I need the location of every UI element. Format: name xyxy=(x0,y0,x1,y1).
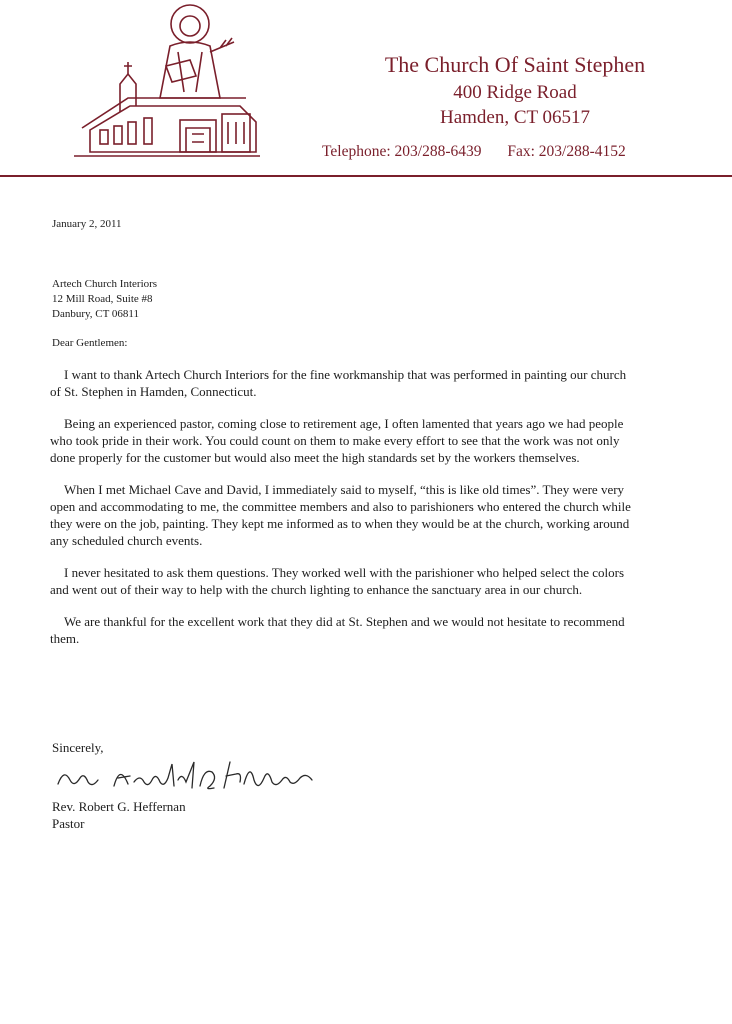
city-state-zip: Hamden, CT 06517 xyxy=(439,107,591,128)
telephone: Telephone: 203/288-6439 xyxy=(322,143,482,160)
recipient-address xyxy=(52,277,157,322)
signer-title: Pastor xyxy=(52,816,85,831)
body-paragraph: We are thankful for the excellent work that they did at St. Stephen and we would not hesitate to recommend them. xyxy=(50,614,625,646)
signer-block xyxy=(52,798,186,832)
letter-date: January 2, 2011 xyxy=(52,218,122,230)
body-paragraph: I never hesitated to ask them questions. They worked well with the parishioner who helped select the colors and went out of their way to help with the church lighting to enhance the sanctuary area in our church. xyxy=(50,565,625,597)
contact-line xyxy=(322,143,626,161)
fax: Fax: 203/288-4152 xyxy=(507,143,626,160)
recipient-line: 12 Mill Road, Suite #8 xyxy=(52,293,153,305)
signer-name: Rev. Robert G. Heffernan xyxy=(52,799,186,814)
church-name: The Church Of Saint Stephen xyxy=(384,52,646,77)
recipient-line: Danbury, CT 06811 xyxy=(52,308,139,320)
body-paragraph: I want to thank Artech Church Interiors for the fine workmanship that was performed in painting our church of St. Stephen in Hamden, Connecticut. xyxy=(50,367,627,399)
salutation: Dear Gentlemen: xyxy=(52,337,128,349)
street-address: 400 Ridge Road xyxy=(453,82,577,103)
letter-body xyxy=(50,366,638,662)
handwritten-signature xyxy=(54,758,324,798)
saint-and-church-logo-icon xyxy=(70,2,260,166)
recipient-line: Artech Church Interiors xyxy=(52,278,158,290)
body-paragraph: When I met Michael Cave and David, I immediately said to myself, “this is like old times”. They were very open and accommodating to me, the committee members and also to parishioners who entered the church while they were on the job, painting. They kept me informed as to when they would be at the church, working around any scheduled church events. xyxy=(50,482,631,548)
closing: Sincerely, xyxy=(52,740,104,755)
body-paragraph: Being an experienced pastor, coming close to retirement age, I often lamented that years ago we had people who took pride in their work. You could count on them to make every effort to see that the work was not only done properly for the customer but would also meet the high standards set by the workers themselves. xyxy=(50,416,624,465)
header-divider xyxy=(0,175,732,177)
letterhead xyxy=(290,50,690,130)
